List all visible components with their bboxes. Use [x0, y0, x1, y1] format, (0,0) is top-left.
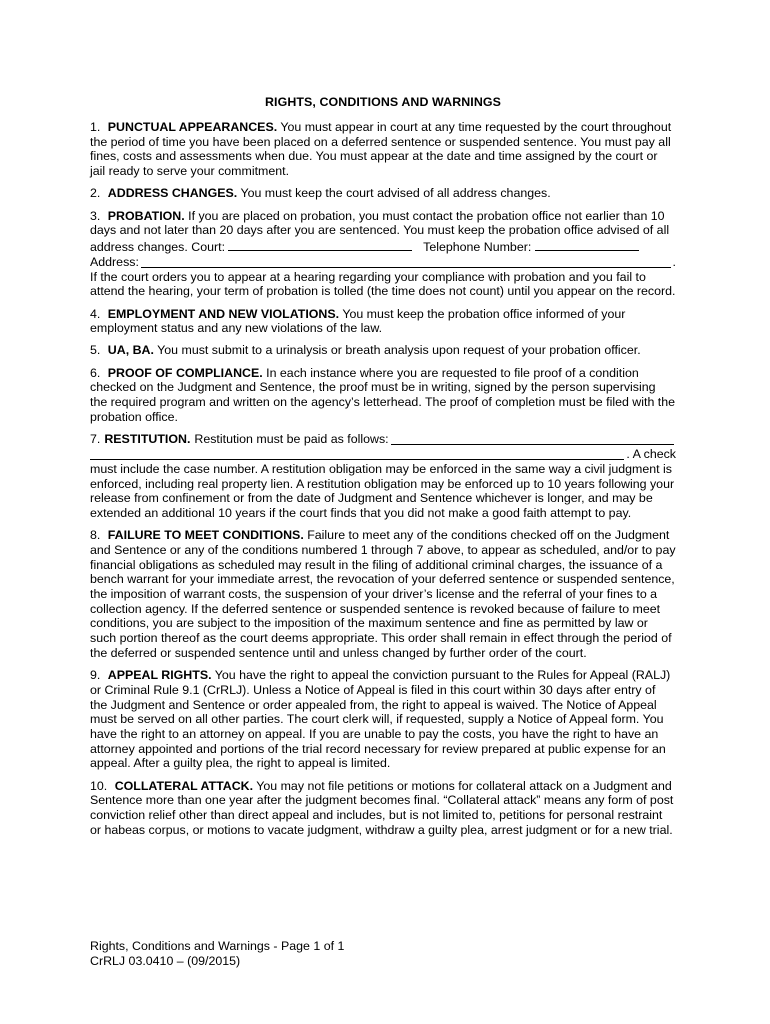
item-heading: PROBATION.	[107, 208, 185, 223]
item-ua-ba	[90, 343, 676, 358]
item-heading: COLLATERAL ATTACK.	[114, 778, 254, 793]
item-number: 9.	[90, 668, 101, 683]
footer-title: Rights, Conditions and Warnings - Page 1 of 1	[90, 939, 345, 953]
restitution-field-2[interactable]	[90, 447, 624, 460]
item-text: You must submit to a urinalysis or breath analysis upon request of your probation officer.	[157, 343, 641, 358]
item-number: 4.	[90, 306, 101, 321]
item-text: You must keep the probation office informed of your employment status and any new violations of the law.	[90, 306, 626, 336]
item-text-2: If the court orders you to appear at a hearing regarding your compliance with probation and you fail to attend the hearing, your term of probation is tolled (the time does not count) until you appear on the record.	[90, 269, 676, 299]
item-text: In each instance where you are requested to file proof of a condition checked on the Judgment and Sentence, the proof must be in writing, signed by the person supervising the required program and written on the agency’s letterhead. The proof of completion must be filed with the probation office.	[90, 365, 675, 424]
item-text: You have the right to appeal the conviction pursuant to the Rules for Appeal (RALJ) or Criminal Rule 9.1 (CrRLJ). Unless a Notice of Appeal is filed in this court within 30 days after entry of the Judgment and Sentence or order appealed from, the right to appeal is waived. The Notice of Appeal must be served on all other parties. The court clerk will, if requested, supply a Notice of Appeal form. You have the right to an attorney on appeal. If you are unable to pay the costs, you have the right to have an attorney appointed and portions of the trial record necessary for review prepared at public expense for an appeal. After a guilty plea, the right to appeal is limited.	[90, 668, 671, 771]
item-text: If you are placed on probation, you must contact the probation office not earlier than 10 days and not later than 20 days after you are sentenced. You must keep the probation office advised of all address changes.	[90, 208, 670, 254]
address-label: Address:	[90, 254, 139, 269]
court-label: Court:	[191, 239, 226, 254]
item-heading: PUNCTUAL APPEARANCES.	[107, 120, 278, 134]
item-restitution	[90, 432, 676, 521]
court-field[interactable]	[228, 238, 412, 251]
item-probation: 3. PROBATION. If you are placed on probation, you must contact the probation office not earlier than 10 days and not later than 20 days after you are sentenced. You must keep the probation office advised of all address changes. Court: Telephone Number: Address: . If the court orders you to appear at a hearing regarding your compliance with probation and you fail to attend the hearing, your term of probation is tolled (the time does not count) until you appear on the record.	[90, 208, 676, 299]
page-footer	[90, 939, 344, 969]
item-address-changes	[90, 186, 676, 201]
restitution-lead: Restitution must be paid as follows:	[194, 432, 389, 447]
item-text: You must appear in court at any time requested by the court throughout the period of time you have been placed on a deferred sentence or suspended sentence. You must pay all fines, costs and assessments when due. You must appear at the date and time assigned by the court or jail ready to serve your commitment.	[90, 120, 672, 179]
document-body	[90, 120, 676, 845]
item-heading: EMPLOYMENT AND NEW VIOLATIONS.	[107, 306, 340, 321]
footer-form-number: CrRLJ 03.0410 – (09/2015)	[90, 954, 241, 968]
item-number: 3.	[90, 208, 101, 223]
restitution-field-1[interactable]	[391, 432, 674, 445]
item-text: You may not file petitions or motions for collateral attack on a Judgment and Sentence more than one year after the judgment becomes final. “Collateral attack” means any form of post conviction relief other than direct appeal and includes, but is not limited to, petitions for personal restraint or habeas corpus, or motions to vacate judgment, withdraw a guilty plea, arrest judgment or for a new trial.	[90, 778, 674, 837]
item-number: 2.	[90, 186, 101, 201]
item-text: must include the case number. A restitution obligation may be enforced in the same way a civil judgment is enforced, including real property lien. A restitution obligation may be enforced up to 10 years following your release from confinement or from the date of Judgment and Sentence whichever is longer, and may be extended an additional 10 years if the court finds that you did not make a good faith attempt to pay.	[90, 461, 675, 521]
item-heading: ADDRESS CHANGES.	[107, 186, 238, 201]
restitution-check: . A check	[626, 447, 676, 462]
item-heading: RESTITUTION.	[104, 432, 191, 447]
item-number: 7.	[90, 432, 101, 447]
item-number: 8.	[90, 528, 101, 543]
address-field[interactable]	[141, 255, 671, 268]
item-heading: APPEAL RIGHTS.	[107, 668, 212, 683]
item-employment	[90, 307, 676, 336]
item-failure-to-meet-conditions	[90, 528, 676, 660]
item-punctual-appearances	[90, 120, 676, 179]
document-title: RIGHTS, CONDITIONS AND WARNINGS	[265, 95, 501, 109]
item-appeal-rights	[90, 668, 676, 771]
item-collateral-attack	[90, 779, 676, 838]
telephone-field[interactable]	[535, 238, 639, 251]
item-number: 6.	[90, 365, 101, 380]
item-heading: FAILURE TO MEET CONDITIONS.	[107, 528, 304, 543]
item-number: 10.	[90, 778, 108, 793]
item-proof-of-compliance	[90, 366, 676, 425]
item-text: You must keep the court advised of all address changes.	[240, 186, 551, 201]
item-heading: PROOF OF COMPLIANCE.	[107, 365, 263, 380]
item-heading: UA, BA.	[107, 343, 154, 358]
item-number: 1.	[90, 120, 101, 134]
telephone-label: Telephone Number:	[423, 239, 532, 254]
item-number: 5.	[90, 343, 101, 358]
item-text: Failure to meet any of the conditions checked off on the Judgment and Sentence or any of the conditions numbered 1 through 7 above, to appear as scheduled, and/or to pay financial obligations as scheduled may result in the filing of additional criminal charges, the issuance of a bench warrant for your immediate arrest, the revocation of your deferred sentence or suspended sentence, the imposition of warrant costs, the suspension of your driver’s license and the referral of your fines to a collection agency. If the deferred sentence or suspended sentence is revoked because of failure to meet conditions, you are subject to the imposition of the maximum sentence and fine as permitted by law or such portion thereof as the court deems appropriate. This order shall remain in effect through the period of the deferred or suspended sentence until and unless changed by further order of the court.	[90, 528, 676, 660]
